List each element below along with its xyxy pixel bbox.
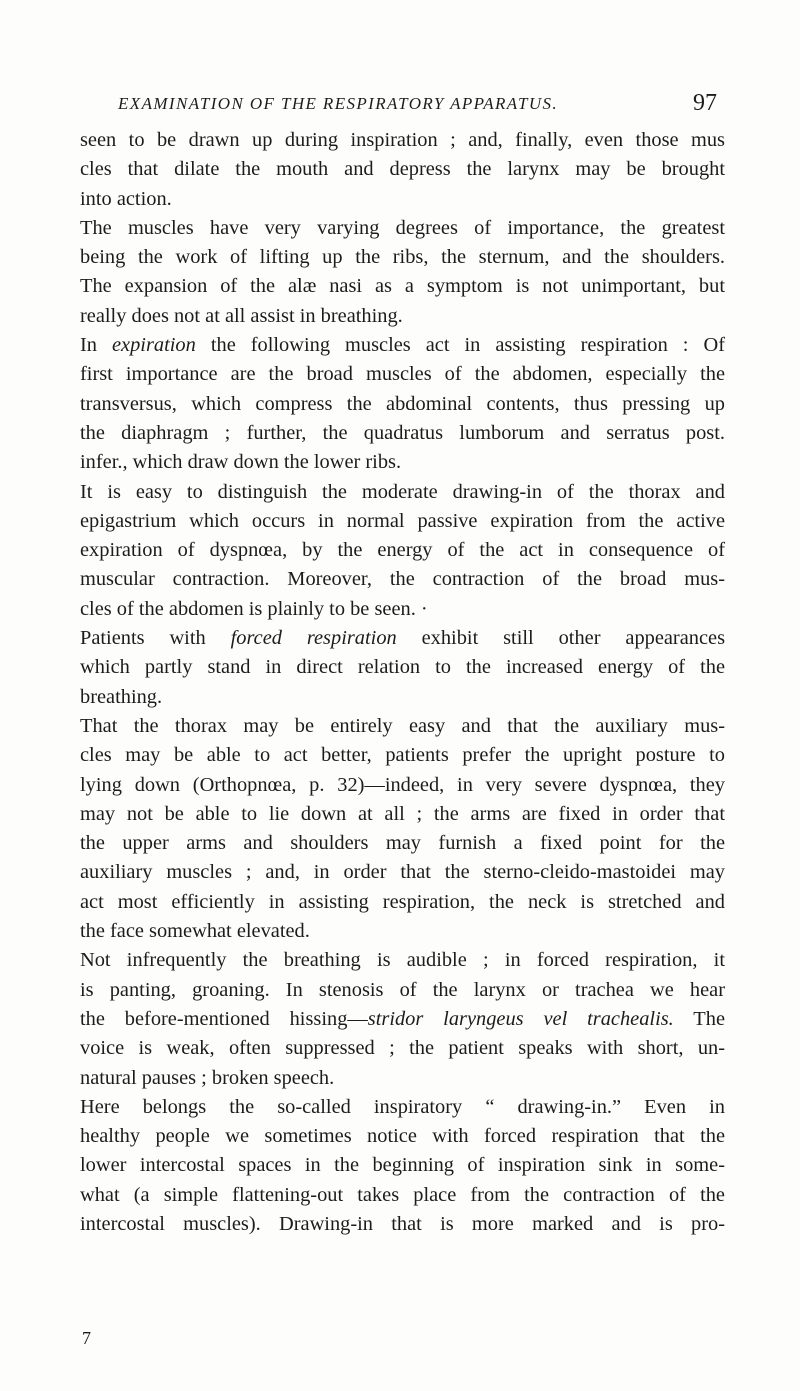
text-line: lying down (Orthopnœa, p. 32)—indeed, in very severe dyspnœa, they: [80, 773, 725, 796]
text-line: cles of the abdomen is plainly to be seen. ·: [80, 597, 428, 620]
text-line: [80, 331, 725, 360]
text-line: seen to be drawn up during inspiration ; and, finally, even those mus: [80, 129, 725, 151]
text-line-segment: the before-mentioned hissing—: [80, 1007, 368, 1030]
text-line: may not be able to lie down at all ; the arms are fixed in order that: [80, 802, 725, 825]
text-line: [80, 1005, 725, 1034]
text-line: into action.: [80, 187, 172, 210]
text-line: the diaphragm ; further, the quadratus lumborum and serratus post.: [80, 421, 725, 444]
text-line: cles may be able to act better, patients prefer the upright posture to: [80, 744, 725, 767]
page-number: 97: [693, 90, 717, 116]
italic-term: stridor laryngeus vel trachealis.: [367, 1007, 674, 1030]
text-line: lower intercostal spaces in the beginning of inspiration sink in some-: [80, 1154, 725, 1177]
text-line: Here belongs the so-called inspiratory “ drawing-in.” Even in: [80, 1095, 725, 1118]
text-line: epigastrium which occurs in normal passive expiration from the active: [80, 509, 725, 532]
text-line: Not infrequently the breathing is audible ; in forced respiration, it: [80, 949, 725, 972]
text-line: breathing.: [80, 685, 163, 708]
text-line: natural pauses ; broken speech.: [80, 1066, 335, 1089]
text-line: muscular contraction. Moreover, the contraction of the broad mus-: [80, 568, 725, 591]
text-line: auxiliary muscles ; and, in order that the sterno-cleido-mastoidei may: [80, 861, 725, 884]
text-line: healthy people we sometimes notice with forced respiration that the: [80, 1125, 725, 1148]
text-line: cles that dilate the mouth and depress the larynx may be brought: [80, 158, 725, 181]
text-line: intercostal muscles). Drawing-in that is more marked and is pro-: [80, 1212, 725, 1235]
text-line: The muscles have very varying degrees of importance, the greatest: [80, 216, 725, 239]
running-title: EXAMINATION OF THE RESPIRATORY APPARATUS.: [118, 94, 559, 113]
running-head: [80, 90, 720, 122]
text-line-segment: exhibit still other appearances: [396, 627, 726, 650]
text-line-segment: the following muscles act in assisting respiration : Of: [195, 334, 725, 357]
text-line: That the thorax may be entirely easy and that the auxiliary mus-: [80, 714, 725, 737]
text-line: which partly stand in direct relation to the increased energy of the: [80, 656, 725, 679]
text-line-segment: Patients with: [80, 627, 231, 650]
text-line: transversus, which compress the abdominal contents, thus pressing up: [80, 392, 725, 415]
text-line: voice is weak, often suppressed ; the patient speaks with short, un-: [80, 1037, 725, 1060]
text-line: really does not at all assist in breathing.: [80, 304, 403, 327]
text-line: act most efficiently in assisting respiration, the neck is stretched and: [80, 890, 725, 913]
body-text: [80, 126, 725, 1239]
text-line: the face somewhat elevated.: [80, 920, 310, 943]
text-line: It is easy to distinguish the moderate drawing-in of the thorax and: [80, 480, 725, 503]
text-line: the upper arms and shoulders may furnish a fixed point for the: [80, 832, 725, 855]
text-line-segment: In: [80, 334, 112, 357]
text-line: expiration of dyspnœa, by the energy of the act in consequence of: [80, 539, 725, 562]
signature-mark: 7: [82, 1328, 91, 1348]
text-line: [80, 624, 725, 653]
text-line: being the work of lifting up the ribs, the sternum, and the shoulders.: [80, 246, 725, 269]
text-line: first importance are the broad muscles of the abdomen, especially the: [80, 363, 725, 386]
italic-term: forced respiration: [230, 627, 397, 650]
text-line: is panting, groaning. In stenosis of the larynx or trachea we hear: [80, 978, 725, 1001]
text-line: what (a simple flattening-out takes place from the contraction of the: [80, 1183, 725, 1206]
text-line: infer., which draw down the lower ribs.: [80, 451, 402, 474]
text-line-segment: The: [673, 1007, 725, 1030]
italic-term: expiration: [112, 334, 196, 357]
text-line: The expansion of the alæ nasi as a symptom is not unimportant, but: [80, 275, 725, 298]
